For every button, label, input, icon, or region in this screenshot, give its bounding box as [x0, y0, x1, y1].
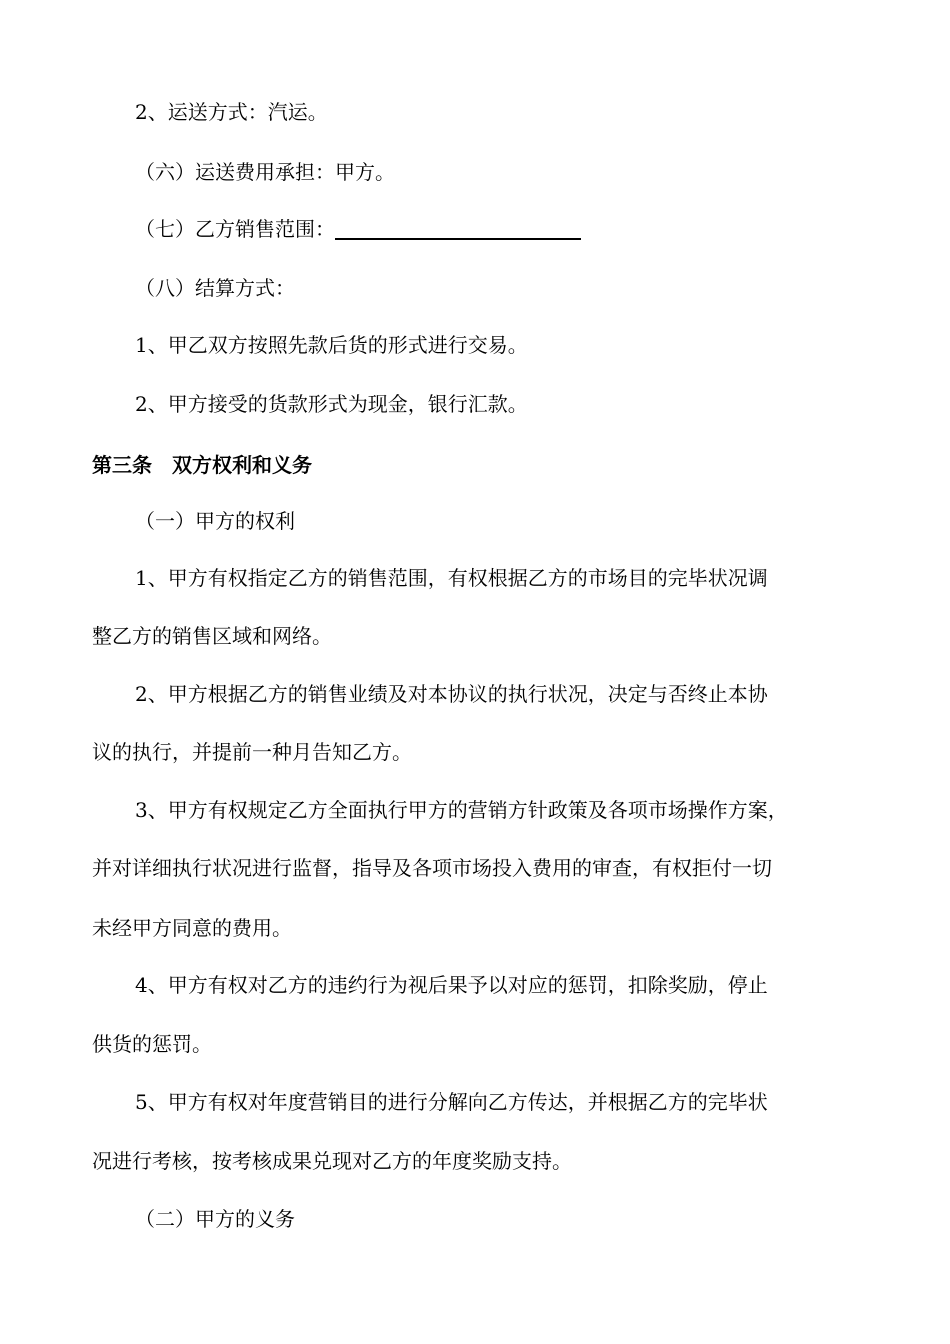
paragraph-line: （八）结算方式：	[135, 276, 295, 300]
paragraph-line: 2、甲方根据乙方的销售业绩及对本协议的执行状况，决定与否终止本协	[135, 682, 768, 706]
paragraph-line: （一）甲方的权利	[135, 509, 295, 533]
paragraph-line: 2、甲方接受的货款形式为现金，银行汇款。	[135, 392, 528, 416]
paragraph-line: 议的执行，并提前一种月告知乙方。	[92, 740, 412, 764]
paragraph-line: 2、运送方式：汽运。	[135, 100, 328, 124]
paragraph-line: 3、甲方有权规定乙方全面执行甲方的营销方针政策及各项市场操作方案，	[135, 798, 788, 822]
field-label: （七）乙方销售范围：	[135, 217, 335, 241]
paragraph-line: （二）甲方的义务	[135, 1207, 295, 1231]
fill-in-blank	[335, 218, 581, 240]
paragraph-line: 4、甲方有权对乙方的违约行为视后果予以对应的惩罚，扣除奖励，停止	[135, 973, 768, 997]
paragraph-line: （六）运送费用承担：甲方。	[135, 160, 395, 184]
paragraph-line: 未经甲方同意的费用。	[92, 916, 292, 940]
paragraph-line: 5、甲方有权对年度营销目的进行分解向乙方传达，并根据乙方的完毕状	[135, 1090, 768, 1114]
paragraph-line: 1、甲乙双方按照先款后货的形式进行交易。	[135, 333, 528, 357]
paragraph-line-with-blank	[135, 214, 581, 244]
paragraph-line: 1、甲方有权指定乙方的销售范围，有权根据乙方的市场目的完毕状况调	[135, 566, 768, 590]
paragraph-line: 况进行考核，按考核成果兑现对乙方的年度奖励支持。	[92, 1149, 572, 1173]
paragraph-line: 整乙方的销售区域和网络。	[92, 624, 332, 648]
paragraph-line: 并对详细执行状况进行监督，指导及各项市场投入费用的审查，有权拒付一切	[92, 856, 772, 880]
section-heading: 第三条 双方权利和义务	[92, 453, 312, 477]
paragraph-line: 供货的惩罚。	[92, 1032, 212, 1056]
